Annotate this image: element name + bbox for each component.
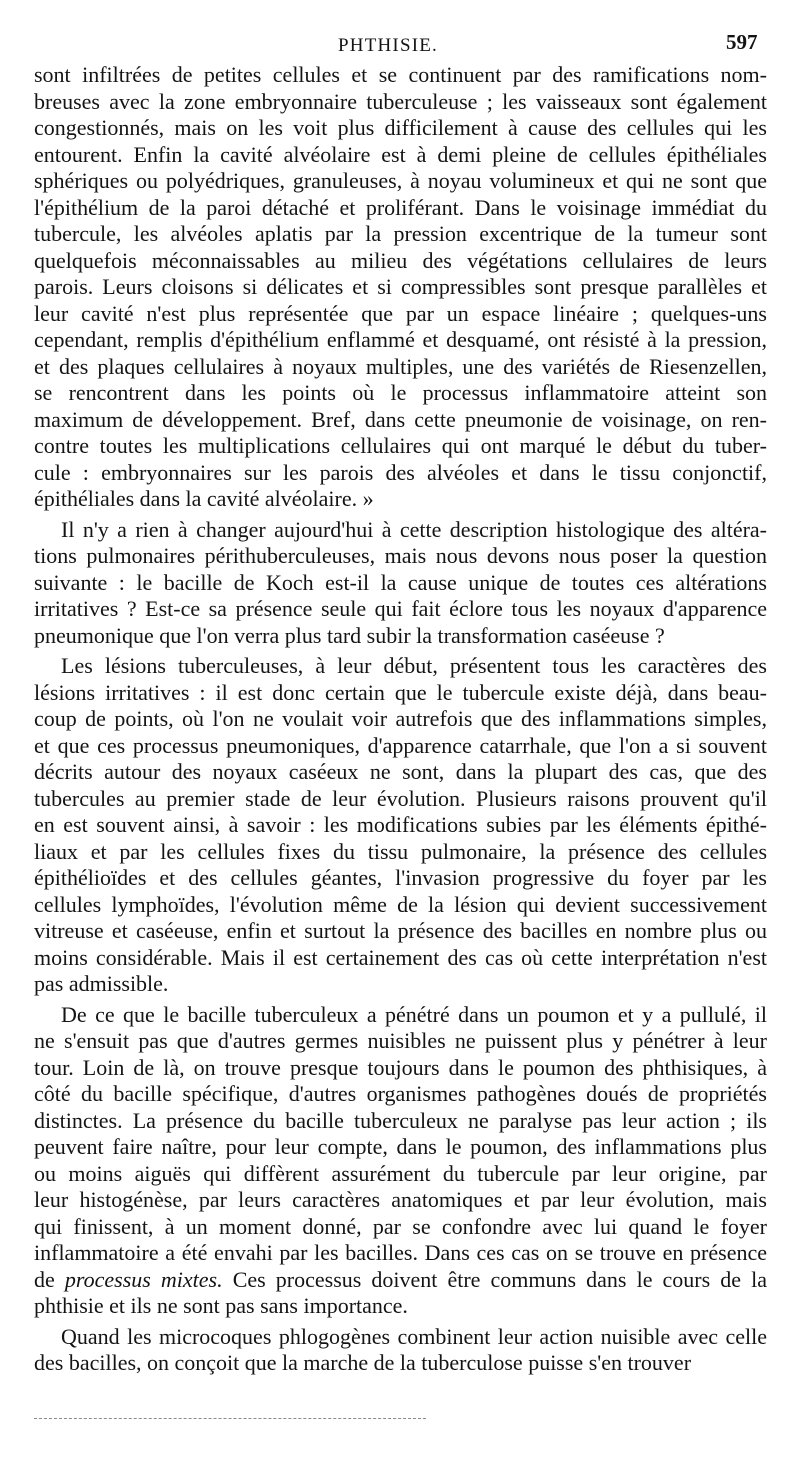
text-line: lésions irritatives : il est donc certain que le tubercule existe déjà, dans beau- (34, 679, 767, 705)
text-line: tions pulmonaires périthuberculeuses, mais nous devons nous poser la question (34, 543, 767, 568)
text-line: qui finissent, à un moment donné, par se confondre avec lui quand le foyer (34, 1213, 767, 1239)
running-head (0, 32, 800, 60)
italic-term: processus mixtes. (64, 1266, 223, 1292)
text-line: liaux et par les cellules fixes du tissu pulmonaire, la présence des cellules (34, 838, 767, 864)
text-line: décrits autour des noyaux caséeux ne sont, dans la plupart des cas, que des (34, 759, 767, 784)
text-line (34, 1267, 767, 1294)
text-line: ou moins aiguës qui diffèrent assurément du tubercule par leur origine, par (34, 1160, 767, 1186)
text-line: l'épithélium de la paroi détaché et proliférant. Dans le voisinage immédiat du (34, 194, 767, 220)
running-title: PHTHISIE. (338, 35, 438, 56)
text-line: épithéliales dans la cavité alvéolaire. » (34, 486, 374, 511)
text-line: Il n'y a rien à changer aujourd'hui à cette description histologique des altéra- (61, 516, 767, 542)
text-line: leur histogénèse, par leurs caractères anatomiques et par leur évolution, mais (34, 1187, 767, 1212)
text-line: maximum de développement. Bref, dans cette pneumonie de voisinage, on ren- (34, 406, 767, 432)
text-line: tubercules au premier stade de leur évolution. Plusieurs raisons prouvent qu'il (34, 785, 767, 811)
text-line: parois. Leurs cloisons si délicates et si compressibles sont presque parallèles et (34, 274, 767, 299)
text-line: irritatives ? Est-ce sa présence seule qui fait éclore tous les noyaux d'apparence (34, 596, 767, 621)
text-line: et que ces processus pneumoniques, d'apparence catarrhale, que l'on a si souvent (34, 732, 767, 758)
paragraph (34, 517, 767, 650)
text-line: cellules lymphoïdes, l'évolution même de la lésion qui devient successivement (34, 891, 767, 917)
body-text (34, 62, 767, 1377)
text-line: suivante : le bacille de Koch est-il la cause unique de toutes ces altérations (34, 569, 767, 595)
text-line: entourent. Enfin la cavité alvéolaire est à demi pleine de cellules épithéliales (34, 141, 767, 167)
text-line: pneumonique que l'on verra plus tard subir la transformation caséeuse ? (34, 622, 665, 648)
text-line: moins considérable. Mais il est certainement des cas où cette interprétation n'est (34, 944, 767, 970)
text-line: vitreuse et caséeuse, enfin et surtout la présence des bacilles en nombre plus ou (34, 918, 767, 943)
text-line: quelquefois méconnaissables au milieu des végétations cellulaires de leurs (34, 247, 767, 273)
text-line: et des plaques cellulaires à noyaux multiples, une des variétés de Riesenzellen, (34, 353, 767, 379)
text-line: des bacilles, on conçoit que la marche de la tuberculose puisse s'en trouver (34, 1350, 692, 1375)
footer-rule (34, 1418, 426, 1419)
paragraph (34, 62, 767, 513)
text-line: phthisie et ils ne sont pas sans importance. (34, 1293, 408, 1318)
paragraph (34, 653, 767, 998)
text-line: coup de points, où l'on ne voulait voir autrefois que des inflammations simples, (34, 706, 767, 731)
text-line: distinctes. La présence du bacille tuberculeux ne paralyse pas leur action ; ils (34, 1107, 767, 1133)
text-line: leur cavité n'est plus représentée que par un espace linéaire ; quelques-uns (34, 300, 767, 326)
text-line: contre toutes les multiplications cellulaires qui ont marqué le début du tuber- (34, 433, 767, 458)
text-line: cule : embryonnaires sur les parois des alvéoles et dans le tissu conjonctif, (34, 459, 767, 485)
text-line: inflammatoire a été envahi par les bacilles. Dans ces cas on se trouve en présence (34, 1240, 767, 1265)
text-line: tubercule, les alvéoles aplatis par la pression excentrique de la tumeur sont (34, 221, 767, 246)
text-run: Ces processus doivent être communs dans le cours de la (222, 1266, 768, 1292)
text-line: De ce que le bacille tuberculeux a pénétré dans un poumon et y a pullulé, il (61, 1001, 767, 1027)
text-line: pas admissible. (34, 971, 169, 996)
text-line: breuses avec la zone embryonnaire tuberculeuse ; les vaisseaux sont également (34, 88, 767, 114)
text-line: sont infiltrées de petites cellules et se continuent par des ramifications nom- (34, 62, 767, 87)
text-line: congestionnés, mais on les voit plus difficilement à cause des cellules qui les (34, 115, 767, 140)
text-line: tour. Loin de là, on trouve presque toujours dans le poumon des phthisiques, à (34, 1054, 767, 1080)
text-line: côté du bacille spécifique, d'autres organismes pathogènes doués de propriétés (34, 1081, 767, 1106)
page-number: 597 (726, 30, 758, 54)
text-line: peuvent faire naître, pour leur compte, dans le poumon, des inflammations plus (34, 1134, 767, 1159)
text-line: ne s'ensuit pas que d'autres germes nuisibles ne puissent plus y pénétrer à leur (34, 1028, 767, 1053)
paragraph (34, 1324, 767, 1377)
paragraph (34, 1002, 767, 1320)
text-line: Les lésions tuberculeuses, à leur début, présentent tous les caractères des (61, 653, 767, 678)
text-line: se rencontrent dans les points où le processus inflammatoire atteint son (34, 380, 767, 405)
text-line: en est souvent ainsi, à savoir : les modifications subies par les éléments épithé- (34, 812, 767, 837)
text-line: épithélioïdes et des cellules géantes, l'invasion progressive du foyer par les (34, 865, 767, 890)
text-run: de (34, 1266, 65, 1292)
text-line: sphériques ou polyédriques, granuleuses, à noyau volumineux et qui ne sont que (34, 168, 767, 193)
text-line: Quand les microcoques phlogogènes combinent leur action nuisible avec celle (61, 1323, 767, 1349)
text-line: cependant, remplis d'épithélium enflammé et desquamé, ont résisté à la pression, (34, 327, 767, 352)
